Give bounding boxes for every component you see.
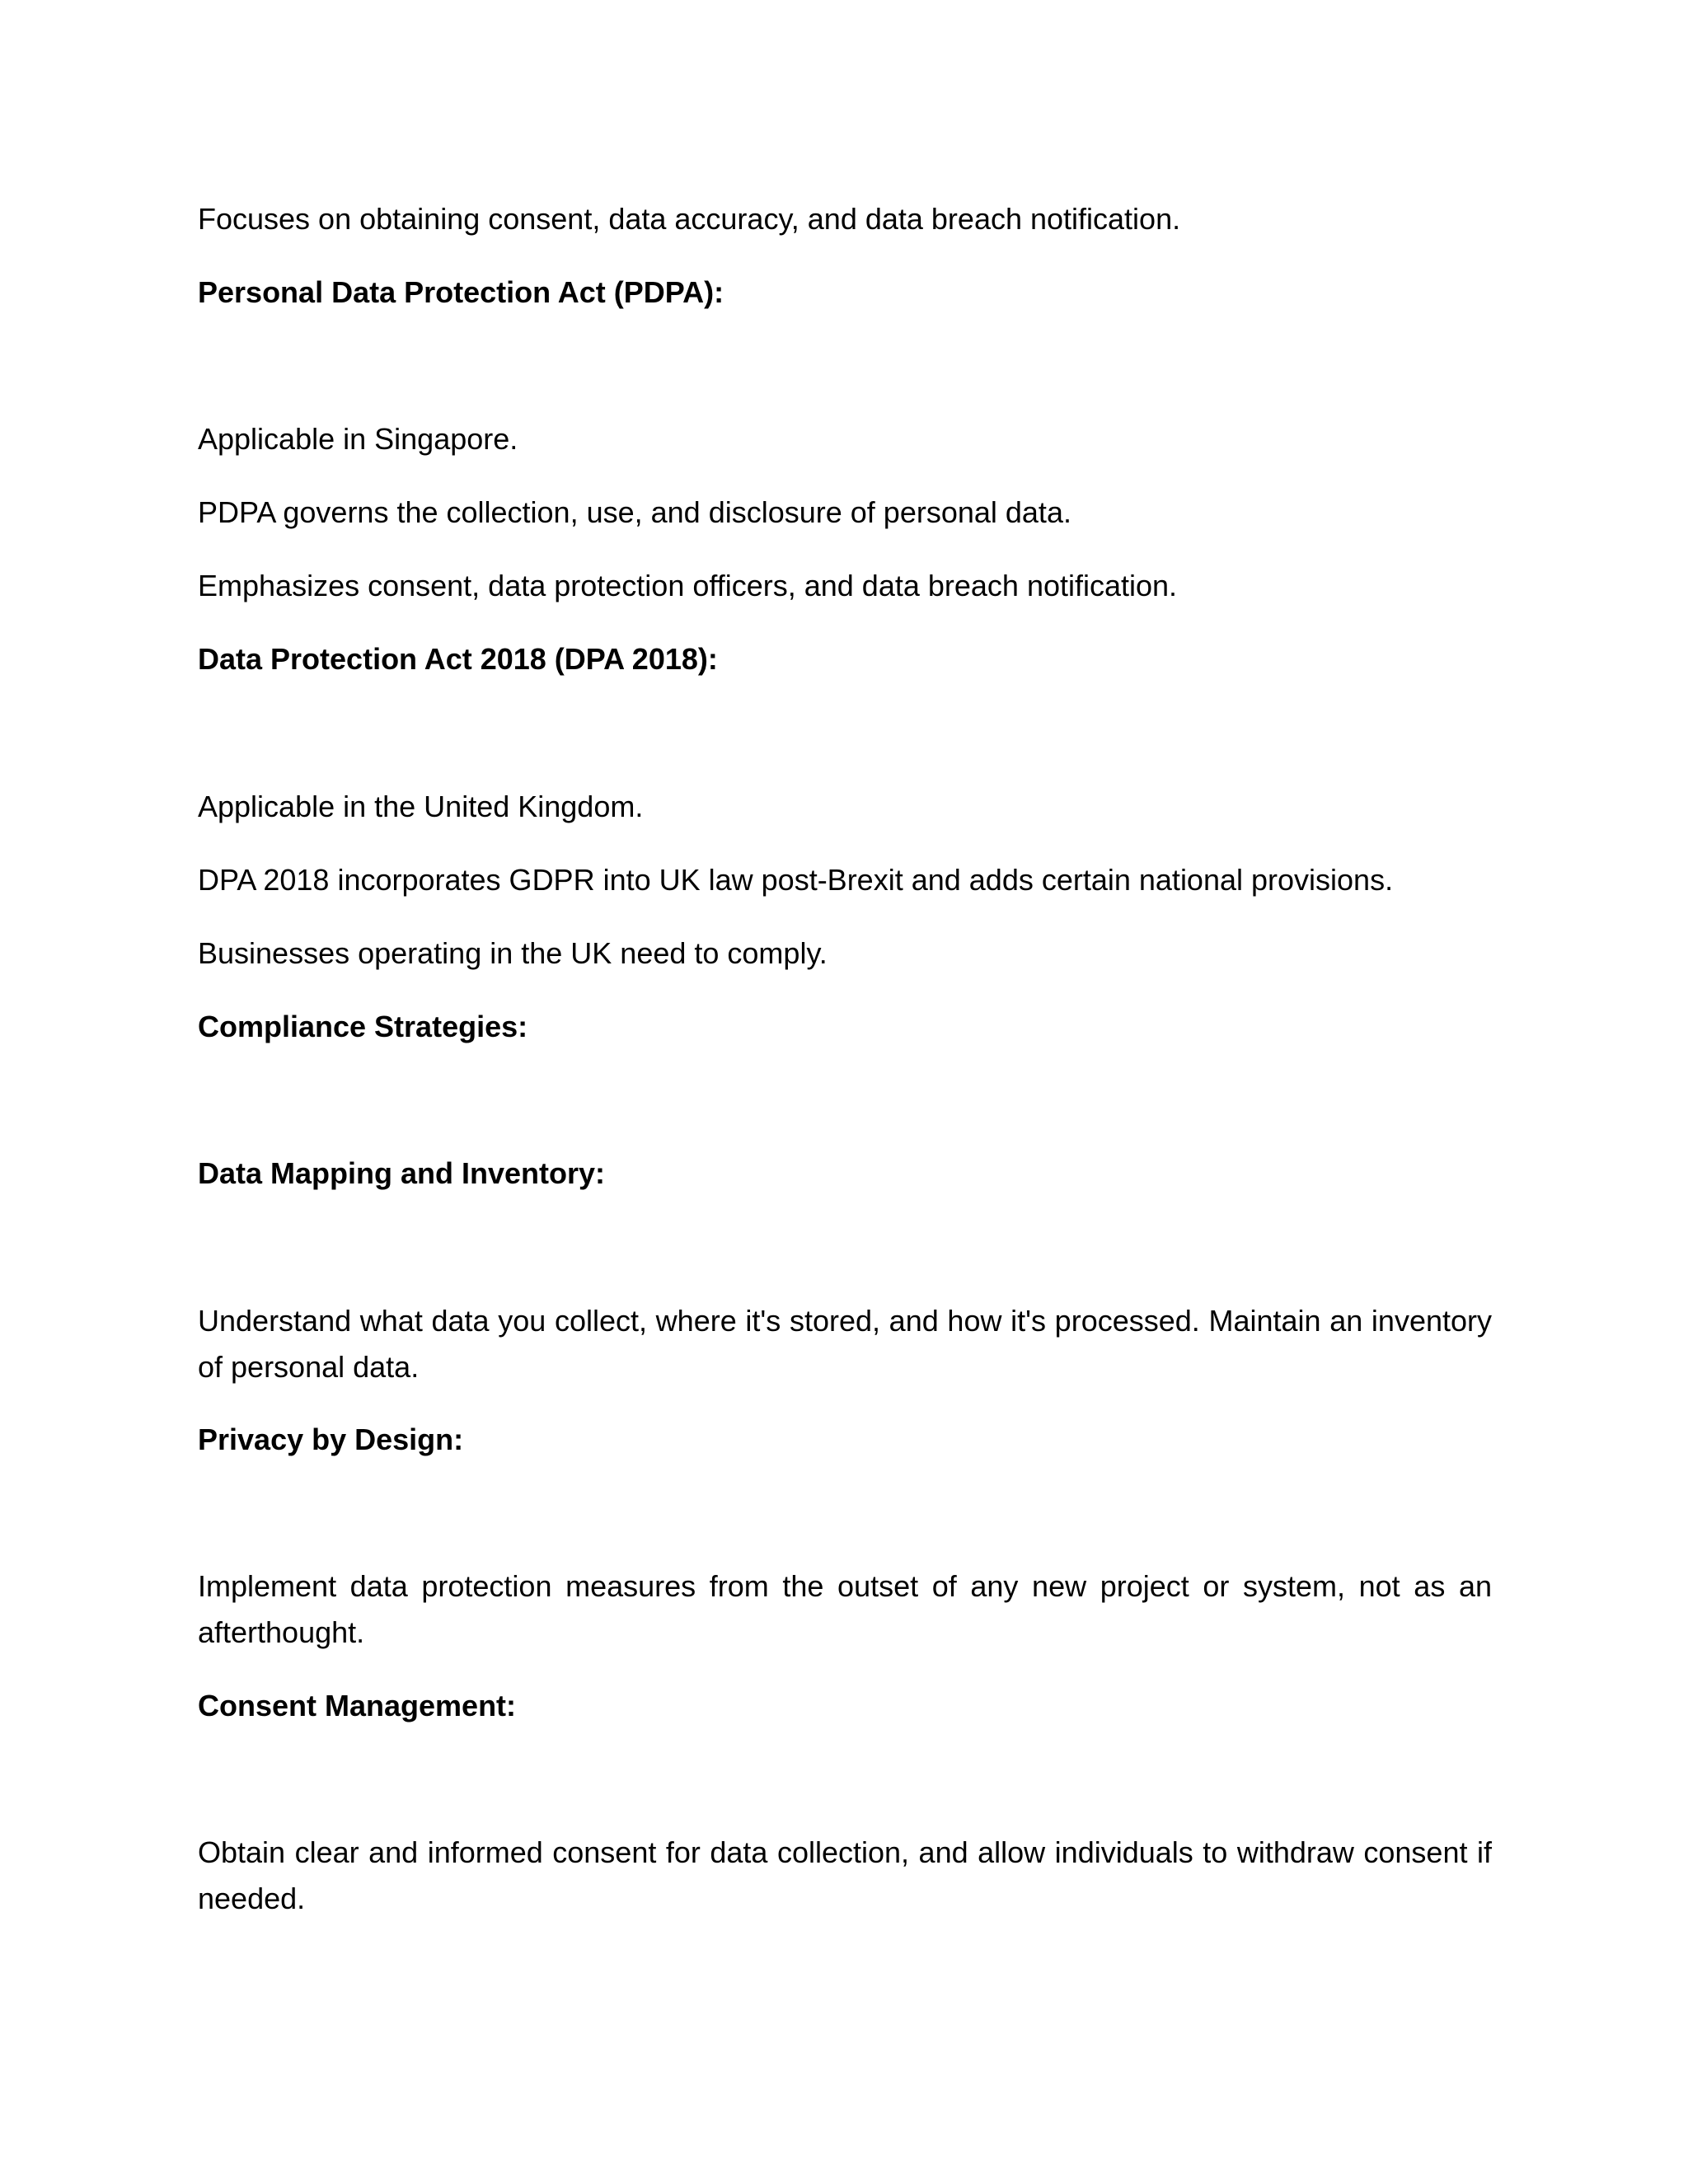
paragraph-dpa-businesses: Businesses operating in the UK need to comply. <box>198 936 828 970</box>
paragraph-consent-management: Obtain clear and informed consent for data collection, and allow individuals to withdraw consent if needed. <box>198 1835 1492 1915</box>
paragraph-dpa-incorporates: DPA 2018 incorporates GDPR into UK law post-Brexit and adds certain national provisions. <box>198 863 1394 897</box>
heading-compliance-strategies: Compliance Strategies: <box>198 1010 528 1043</box>
paragraph-pdpa-applicable: Applicable in Singapore. <box>198 422 518 456</box>
paragraph-pdpa-governs: PDPA governs the collection, use, and disclosure of personal data. <box>198 495 1071 529</box>
heading-data-mapping: Data Mapping and Inventory: <box>198 1156 606 1190</box>
heading-consent-management: Consent Management: <box>198 1689 517 1722</box>
paragraph-data-mapping: Understand what data you collect, where it's stored, and how it's processed. Maintain an inventory of personal data. <box>198 1304 1492 1384</box>
heading-privacy-by-design: Privacy by Design: <box>198 1422 464 1456</box>
paragraph-pdpa-emphasizes: Emphasizes consent, data protection officers, and data breach notification. <box>198 569 1178 602</box>
paragraph-dpa-applicable: Applicable in the United Kingdom. <box>198 790 644 823</box>
paragraph-gdpr-focus: Focuses on obtaining consent, data accuracy, and data breach notification. <box>198 202 1181 236</box>
paragraph-privacy-by-design: Implement data protection measures from the outset of any new project or system, not as an afterthought. <box>198 1569 1492 1649</box>
heading-pdpa: Personal Data Protection Act (PDPA): <box>198 275 724 309</box>
heading-dpa-2018: Data Protection Act 2018 (DPA 2018): <box>198 642 718 676</box>
